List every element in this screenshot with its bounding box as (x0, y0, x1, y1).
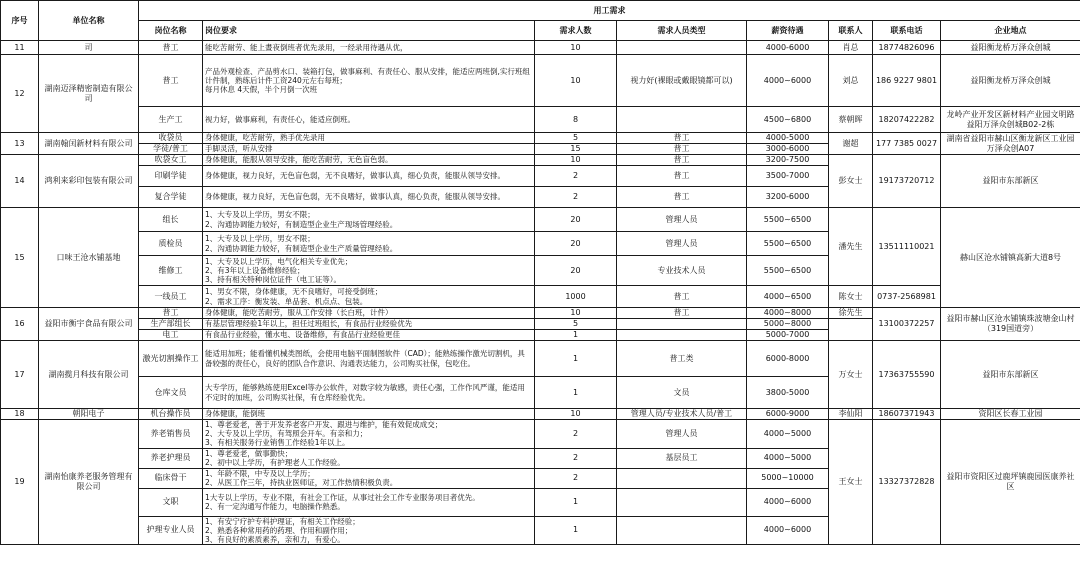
row-position: 生产部组长 (139, 319, 203, 330)
row-position: 印刷学徒 (139, 166, 203, 187)
row-count: 1 (535, 488, 617, 516)
row-position: 电工 (139, 330, 203, 341)
row-type: 文员 (617, 377, 747, 409)
row-phone: 18207422282 (873, 107, 941, 133)
row-salary: 4000-5000 (747, 133, 829, 144)
row-salary: 5500~6500 (747, 232, 829, 256)
row-type (617, 330, 747, 341)
row-type: 普工 (617, 155, 747, 166)
table-row (1, 341, 1080, 377)
row-contact: 刘总 (829, 55, 873, 107)
row-address: 益阳市资阳区过鹿坪镇鹿园医康养社区 (941, 420, 1080, 545)
header-requirement: 岗位要求 (203, 21, 535, 41)
row-position: 吹袋女工 (139, 155, 203, 166)
row-seq: 13 (1, 133, 39, 155)
row-requirement: 1大专以上学历，专业不限，有社会工作证，从事过社会工作专业服务项目者优先。 2、有一定沟通写作能力，电脑操作熟悉。 (203, 488, 535, 516)
row-contact: 潘先生 (829, 208, 873, 286)
row-position: 复合学徒 (139, 187, 203, 208)
row-contact: 谢超 (829, 133, 873, 155)
row-address: 赫山区沧水铺镇高新大道8号 (941, 208, 1080, 308)
row-type: 普工 (617, 166, 747, 187)
row-position: 仓库文员 (139, 377, 203, 409)
row-salary: 4000~6000 (747, 516, 829, 545)
header-address: 企业地点 (941, 21, 1080, 41)
row-salary: 3800-5000 (747, 377, 829, 409)
row-position: 维修工 (139, 256, 203, 286)
row-position: 质检员 (139, 232, 203, 256)
row-count: 10 (535, 308, 617, 319)
row-phone: 17363755590 (873, 341, 941, 409)
row-address: 龙岭产业开发区新材料产业园文明路益阳万泽众创城B02-2栋 (941, 107, 1080, 133)
row-seq: 18 (1, 409, 39, 420)
row-salary: 4000~6500 (747, 286, 829, 308)
row-address: 湖南省益阳市赫山区衡龙新区工业园万泽众创A07 (941, 133, 1080, 155)
row-phone: 0737-2568981 (873, 286, 941, 308)
row-salary: 6000-8000 (747, 341, 829, 377)
row-type: 普工 (617, 286, 747, 308)
table-row (1, 133, 1080, 144)
header-company: 单位名称 (39, 1, 139, 41)
row-company: 口味王沧水铺基地 (39, 208, 139, 308)
row-salary: 4000~6000 (747, 488, 829, 516)
row-type: 管理人员 (617, 232, 747, 256)
row-requirement: 身体健康，能服从领导安排，能吃苦耐劳，无色盲色弱。 (203, 155, 535, 166)
row-count: 10 (535, 155, 617, 166)
row-count: 10 (535, 41, 617, 55)
row-salary: 3200-7500 (747, 155, 829, 166)
row-position: 养老护理员 (139, 448, 203, 468)
row-contact: 万女士 (829, 341, 873, 409)
row-salary: 5000-7000 (747, 330, 829, 341)
row-salary: 3200-6000 (747, 187, 829, 208)
row-count: 10 (535, 409, 617, 420)
table-row (1, 41, 1080, 55)
row-company: 湖南迈泽精密制造有限公司 (39, 55, 139, 133)
row-contact: 徐先生 (829, 308, 873, 319)
row-salary: 3500-7000 (747, 166, 829, 187)
table-row (1, 107, 1080, 133)
row-address: 益阳市赫山区沧水铺镇珠波塘金山村（319国道旁） (941, 308, 1080, 341)
row-requirement: 1、大专及以上学历，男女不限； 2、沟通协调能力较好，有制造型企业生产质量管理经验。 (203, 232, 535, 256)
row-count: 2 (535, 166, 617, 187)
row-seq: 16 (1, 308, 39, 341)
row-company: 湖南怡康养老服务管理有限公司 (39, 420, 139, 545)
row-type (617, 468, 747, 488)
row-type (617, 107, 747, 133)
row-count: 2 (535, 187, 617, 208)
row-phone: 13100372257 (873, 308, 941, 341)
row-salary: 4500~6800 (747, 107, 829, 133)
row-requirement: 身体健康，能吃苦耐劳，服从工作安排（长白班，计件） (203, 308, 535, 319)
row-salary: 5500~6500 (747, 208, 829, 232)
row-count: 2 (535, 468, 617, 488)
row-requirement: 身体健康，视力良好，无色盲色弱，无不良嗜好，做事认真，细心负责，能服从领导安排。 (203, 166, 535, 187)
row-type (617, 41, 747, 55)
row-count: 1000 (535, 286, 617, 308)
row-position: 文职 (139, 488, 203, 516)
row-address: 益阳衡龙桥万泽众创城 (941, 55, 1080, 107)
table-row (1, 155, 1080, 166)
row-salary: 5000~8000 (747, 319, 829, 330)
row-contact: 陈女士 (829, 286, 873, 308)
row-requirement: 1、男女不限，身体健康，无不良嗜好，可接受倒班； 2、需求工序：衡发装、单品套、机点点、包装。 (203, 286, 535, 308)
row-requirement: 能吃苦耐劳、能上晝夜倒班者优先录用，一经录用待遇从优， (203, 41, 535, 55)
row-company: 朝阳电子 (39, 409, 139, 420)
row-requirement: 身体健康，能倒班 (203, 409, 535, 420)
header-type: 需求人员类型 (617, 21, 747, 41)
row-type: 视力好(裸眼或戴眼镜都可以) (617, 55, 747, 107)
row-contact-empty (829, 319, 873, 341)
row-type (617, 319, 747, 330)
row-requirement: 视力好，做事麻利，有责任心，能适应倒班。 (203, 107, 535, 133)
row-phone: 18774826096 (873, 41, 941, 55)
row-count: 1 (535, 341, 617, 377)
row-salary: 4000~5000 (747, 448, 829, 468)
row-company: 湖南翰闰新材料有限公司 (39, 133, 139, 155)
row-position: 生产工 (139, 107, 203, 133)
row-type: 普工 (617, 187, 747, 208)
row-count: 15 (535, 144, 617, 155)
row-position: 学徒/普工 (139, 144, 203, 155)
row-company: 鸿利来彩印包装有限公司 (39, 155, 139, 208)
row-type: 专业技术人员 (617, 256, 747, 286)
row-position: 普工 (139, 41, 203, 55)
header-contact: 联系人 (829, 21, 873, 41)
row-type: 普工 (617, 144, 747, 155)
row-requirement: 有基层管理经验1年以上，担任过班组长，有食品行业经验优先 (203, 319, 535, 330)
row-position: 养老销售员 (139, 420, 203, 449)
row-salary: 4000-6000 (747, 41, 829, 55)
row-requirement: 有食品行业经验，懂水电、设备维修，有食品行业经验更佳 (203, 330, 535, 341)
row-phone: 19173720712 (873, 155, 941, 208)
row-type: 管理人员 (617, 208, 747, 232)
row-phone: 18607371943 (873, 409, 941, 420)
row-type: 普工 (617, 133, 747, 144)
row-company: 益阳市衡宇食品有限公司 (39, 308, 139, 341)
row-count: 20 (535, 256, 617, 286)
row-salary: 5000~10000 (747, 468, 829, 488)
row-position: 普工 (139, 55, 203, 107)
row-salary: 4000~8000 (747, 308, 829, 319)
row-phone: 13327372828 (873, 420, 941, 545)
row-requirement: 1、大专及以上学历，男女不限； 2、沟通协调能力较好，有制造型企业生产现场管理经验。 (203, 208, 535, 232)
row-phone: 186 9227 9801 (873, 55, 941, 107)
row-position: 普工 (139, 308, 203, 319)
row-type: 管理人员/专业技术人员/普工 (617, 409, 747, 420)
row-requirement: 1、大专及以上学历，电气化相关专业优先； 2、有3年以上设备维修经验； 3、持有相关特种岗位证件（电工证等）。 (203, 256, 535, 286)
row-requirement: 1、尊老爱老，做事勤快； 2、初中以上学历，有护理老人工作经验。 (203, 448, 535, 468)
row-requirement: 大专学历，能够熟练使用Excel等办公软件，对数字较为敏感，责任心强，工作作风严谨，能适用不定时的加班，公司购买社保，有仓库经验优先。 (203, 377, 535, 409)
row-requirement: 手脚灵活，听从安排 (203, 144, 535, 155)
row-seq: 19 (1, 420, 39, 545)
row-contact: 蔡朝晖 (829, 107, 873, 133)
row-count: 2 (535, 420, 617, 449)
row-type: 普工 (617, 308, 747, 319)
row-phone: 177 7385 0027 (873, 133, 941, 155)
row-count: 5 (535, 133, 617, 144)
row-requirement: 身体健康，视力良好，无色盲色弱，无不良嗜好，做事认真，细心负责，能服从领导安排。 (203, 187, 535, 208)
header-group: 用工需求 (139, 1, 1080, 21)
row-position: 收袋员 (139, 133, 203, 144)
row-count: 1 (535, 516, 617, 545)
row-seq: 12 (1, 55, 39, 133)
row-salary: 4000~5000 (747, 420, 829, 449)
row-contact: 李仙阳 (829, 409, 873, 420)
row-salary: 6000-9000 (747, 409, 829, 420)
row-count: 10 (535, 55, 617, 107)
row-company: 湖南揽月科技有限公司 (39, 341, 139, 409)
header-count: 需求人数 (535, 21, 617, 41)
row-type (617, 488, 747, 516)
row-position: 激光切割操作工 (139, 341, 203, 377)
row-position: 护理专业人员 (139, 516, 203, 545)
row-address: 资阳区长春工业园 (941, 409, 1080, 420)
header-position: 岗位名称 (139, 21, 203, 41)
row-company: 司 (39, 41, 139, 55)
header-seq: 序号 (1, 1, 39, 41)
row-seq: 15 (1, 208, 39, 308)
row-seq: 17 (1, 341, 39, 409)
row-count: 5 (535, 319, 617, 330)
row-position: 机台操作员 (139, 409, 203, 420)
row-address: 益阳衡龙桥万泽众创城 (941, 41, 1080, 55)
header-phone: 联系电话 (873, 21, 941, 41)
row-contact: 肖总 (829, 41, 873, 55)
row-type: 管理人员 (617, 420, 747, 449)
table-row (1, 409, 1080, 420)
row-count: 2 (535, 448, 617, 468)
table-row (1, 208, 1080, 232)
row-address: 益阳市东部新区 (941, 341, 1080, 409)
row-contact: 王女士 (829, 420, 873, 545)
table-row (1, 286, 1080, 308)
row-requirement: 能适用加班；能看懂机械类图纸，会使用电脑平面制图软件（CAD）；能熟练操作激光切割机，具备较强的责任心，良好的团队合作意识、沟通表达能力，公司购买社保，包吃住。 (203, 341, 535, 377)
row-salary: 3000-6000 (747, 144, 829, 155)
row-salary: 4000~6000 (747, 55, 829, 107)
row-phone: 13511110021 (873, 208, 941, 286)
row-contact: 彭女士 (829, 155, 873, 208)
row-requirement: 身体健康，吃苦耐劳，熟手优先录用 (203, 133, 535, 144)
row-seq: 14 (1, 155, 39, 208)
row-count: 1 (535, 377, 617, 409)
row-requirement: 产品外观检查、产品剪水口、装箱打包，做事麻利、有责任心、服从安排，能适应两班倒,实行班组计件制，熟练后计件工资240元左右每班； 每月休息 4天假，半个月倒一次班 (203, 55, 535, 107)
row-count: 20 (535, 208, 617, 232)
row-type: 基层员工 (617, 448, 747, 468)
row-salary: 5500~6500 (747, 256, 829, 286)
row-requirement: 1、有安宁疗护专科护理证，有相关工作经验； 2、熟悉各种常用药的药理、作用和副作用； 3、有良好的素质素养，亲和力，有爱心。 (203, 516, 535, 545)
row-seq: 11 (1, 41, 39, 55)
row-requirement: 1、尊老爱老，善于开发养老客户开发、跟进与维护，能有效促成成交； 2、大专及以上学历，有驾照会开车。有亲和力； 3、有相关服务行业销售工作经验1年以上。 (203, 420, 535, 449)
row-count: 20 (535, 232, 617, 256)
row-count: 8 (535, 107, 617, 133)
header-salary: 薪资待遇 (747, 21, 829, 41)
row-type: 普工类 (617, 341, 747, 377)
row-requirement: 1、年龄不限，中专及以上学历； 2、从医工作三年，持执业医师证，对工作热情积极负责。 (203, 468, 535, 488)
row-address: 益阳市东部新区 (941, 155, 1080, 208)
row-position: 临床骨干 (139, 468, 203, 488)
row-type (617, 516, 747, 545)
table-row (1, 55, 1080, 107)
table-row (1, 308, 1080, 319)
row-position: 组长 (139, 208, 203, 232)
row-count: 1 (535, 330, 617, 341)
row-position: 一线员工 (139, 286, 203, 308)
table-row (1, 420, 1080, 449)
